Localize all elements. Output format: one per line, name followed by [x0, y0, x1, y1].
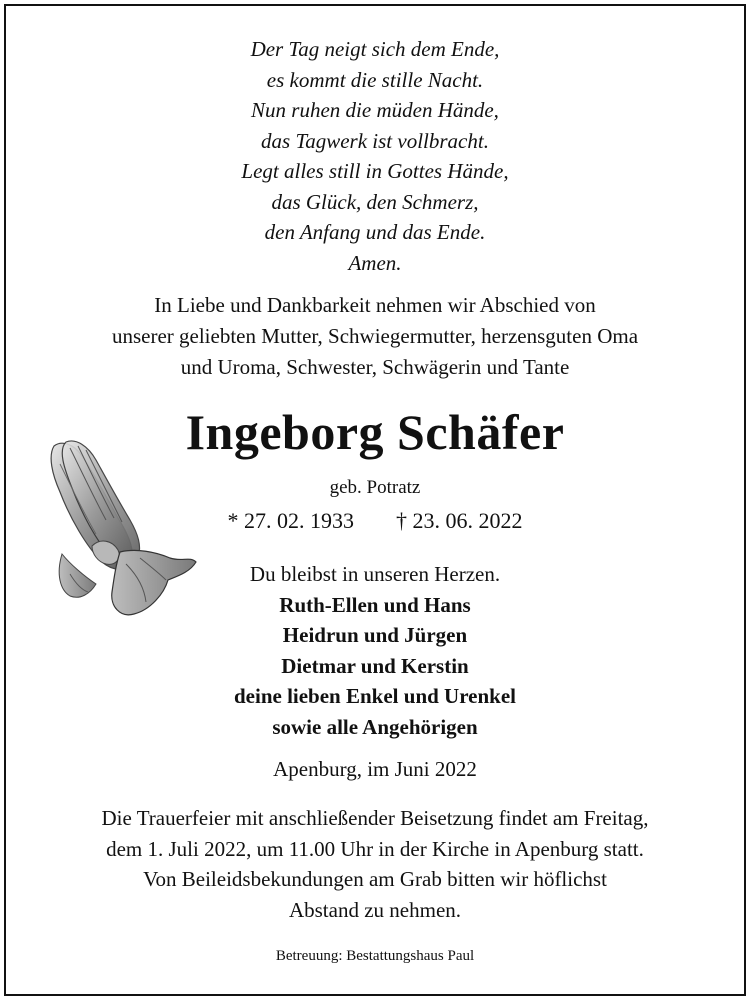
- memorial-poem: [6, 34, 744, 278]
- funeral-line: Von Beileidsbekundungen am Grab bitten wir höflichst: [143, 867, 607, 891]
- poem-line: Legt alles still in Gottes Hände,: [241, 159, 509, 183]
- funeral-home-credit: Betreuung: Bestattungshaus Paul: [275, 948, 475, 964]
- funeral-line: Abstand zu nehmen.: [288, 897, 462, 922]
- mourner-name: Heidrun und Jürgen: [282, 623, 468, 647]
- mourners-block: [6, 559, 744, 742]
- poem-line: das Tagwerk ist vollbracht.: [261, 128, 489, 153]
- mourner-name: Dietmar und Kerstin: [281, 653, 469, 678]
- obituary-notice: [4, 4, 746, 996]
- deceased-name: Ingeborg Schäfer: [185, 404, 565, 460]
- place-date: Apenburg, im Juni 2022: [273, 757, 477, 781]
- intro-line: und Uroma, Schwester, Schwägerin und Tante: [180, 355, 570, 379]
- death-date: † 23. 06. 2022: [396, 508, 523, 533]
- poem-line: es kommt die stille Nacht.: [266, 67, 484, 92]
- funeral-line: Die Trauerfeier mit anschließender Beisetzung findet am Freitag,: [101, 806, 649, 830]
- intro-line: In Liebe und Dankbarkeit nehmen wir Abschied von: [154, 293, 596, 317]
- farewell-intro: [6, 290, 744, 383]
- funeral-line: dem 1. Juli 2022, um 11.00 Uhr in der Kirche in Apenburg statt.: [106, 836, 644, 861]
- farewell-line: Du bleibst in unseren Herzen.: [249, 562, 501, 586]
- mourner-name: deine lieben Enkel und Urenkel: [233, 684, 516, 708]
- poem-line: Der Tag neigt sich dem Ende,: [250, 37, 500, 61]
- poem-line: Amen.: [348, 250, 402, 275]
- poem-line: das Glück, den Schmerz,: [271, 189, 479, 214]
- birth-name: geb. Potratz: [329, 477, 421, 498]
- mourner-name: Ruth-Ellen und Hans: [279, 592, 471, 617]
- intro-line: unserer geliebten Mutter, Schwiegermutter, herzensguten Oma: [111, 324, 639, 348]
- funeral-info: [6, 803, 744, 925]
- mourner-name: sowie alle Angehörigen: [272, 714, 478, 739]
- birth-date: * 27. 02. 1933: [227, 508, 354, 533]
- poem-line: den Anfang und das Ende.: [264, 220, 486, 244]
- poem-line: Nun ruhen die müden Hände,: [251, 98, 499, 122]
